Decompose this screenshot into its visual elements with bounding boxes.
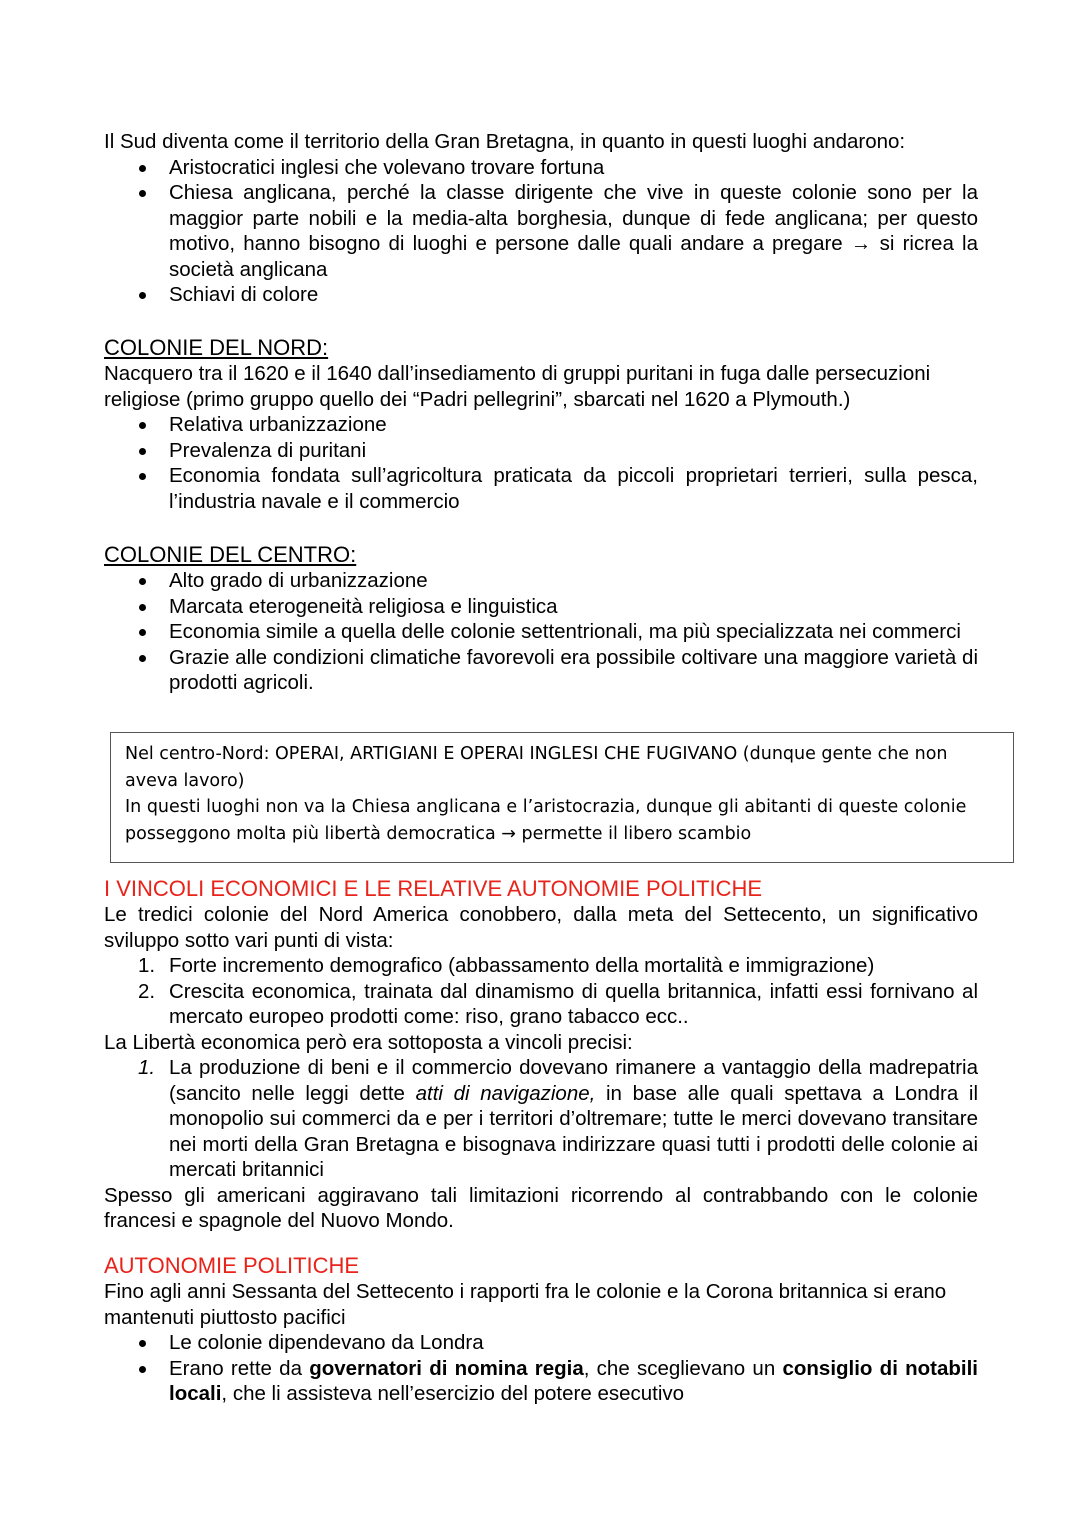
bullet-icon [139,629,146,636]
bullet-icon [139,292,146,299]
economic-section [104,876,978,1234]
constraint-list [104,1055,978,1183]
north-heading: COLONIE DEL NORD: [104,335,329,360]
bullet-icon [139,1366,146,1373]
list-item: Chiesa anglicana, perché la classe dirigente che vive in queste colonie sono per la maggior parte nobili e la media-alta borghesia, dunque di fede anglicana; per questo motivo, hanno bisogno di luoghi e persone dalle quali andare a pregare → si ricrea la società anglicana [104,180,978,282]
center-heading: COLONIE DEL CENTRO: [104,542,357,567]
intro-list [104,155,978,308]
list-item: 1. Forte incremento demografico (abbassamento della mortalità e immigrazione) [138,954,875,977]
list-item: Grazie alle condizioni climatiche favorevoli era possibile coltivare una maggiore varietà di prodotti agricoli. [104,645,978,696]
intro-section [104,129,978,308]
note-line-1: Nel centro-Nord: OPERAI, ARTIGIANI E OPERAI INGLESI CHE FUGIVANO (dunque gente che non aveva lavoro) [125,744,948,791]
list-item: Schiavi di colore [104,282,978,308]
political-list [104,1330,978,1407]
list-item: 2. Crescita economica, trainata dal dinamismo di quella britannica, infatti essi fornivano al mercato europeo prodotti come: riso, grano tabacco ecc.. [138,979,978,1028]
list-item: Le colonie dipendevano da Londra [104,1330,978,1356]
note-line-2: In questi luoghi non va la Chiesa anglicana e l’aristocrazia, dunque gli abitanti di queste colonie posseggono molta più libertà democratica → permette il libero scambio [125,797,967,844]
intro-text: Il Sud diventa come il territorio della Gran Bretagna, in quanto in questi luoghi andarono: [104,130,906,153]
note-box [110,732,1014,863]
political-section [104,1253,978,1407]
list-item: Marcata eterogeneità religiosa e linguistica [104,594,978,620]
north-section [104,335,978,514]
bullet-icon [139,473,146,480]
economic-text-3: Spesso gli americani aggiravano tali limitazioni ricorrendo al contrabbando con le colonie francesi e spagnole del Nuovo Mondo. [104,1183,978,1232]
list-item: Aristocratici inglesi che volevano trovare fortuna [104,155,978,181]
list-item: Prevalenza di puritani [104,438,978,464]
economic-text: Le tredici colonie del Nord America conobbero, dalla meta del Settecento, un significativo sviluppo sotto vari punti di vista: [104,903,978,952]
list-item: Economia simile a quella delle colonie settentrionali, ma più specializzata nei commerci [104,619,978,645]
political-text: Fino agli anni Sessanta del Settecento i rapporti fra le colonie e la Corona britannica si erano mantenuti piuttosto pacifici [104,1280,947,1329]
economic-numbered-list [104,953,978,1030]
list-item: Alto grado di urbanizzazione [104,568,978,594]
bullet-icon [139,190,146,197]
north-text: Nacquero tra il 1620 e il 1640 dall’insediamento di gruppi puritani in fuga dalle persecuzioni religiose (primo gruppo quello dei “Padri pellegrini”, sbarcati nel 1620 a Plymouth.) [104,362,931,411]
north-list [104,412,978,514]
bullet-icon [139,1340,146,1347]
bullet-icon [139,165,146,172]
list-item: Economia fondata sull’agricoltura praticata da piccoli proprietari terrieri, sulla pesca, l’industria navale e il commercio [104,463,978,514]
center-list [104,568,978,696]
bullet-icon [139,578,146,585]
bullet-icon [139,655,146,662]
bullet-icon [139,604,146,611]
economic-heading: I VINCOLI ECONOMICI E LE RELATIVE AUTONOMIE POLITICHE [104,876,763,901]
list-item: Erano rette da governatori di nomina regia, che sceglievano un consiglio di notabili locali, che li assisteva nell’esercizio del potere esecutivo [104,1356,978,1407]
economic-text-2: La Libertà economica però era sottoposta a vincoli precisi: [104,1030,633,1054]
bullet-icon [139,422,146,429]
political-heading: AUTONOMIE POLITICHE [104,1253,360,1278]
list-item: 1. La produzione di beni e il commercio dovevano rimanere a vantaggio della madrepatria (sancito nelle leggi dette atti di navigazione, in base alle quali spettava a Londra il monopolio sui commerci da e per i territori d’oltremare; tutte le merci dovevano transitare nei morti della Gran Bretagna e bisognava indirizzare quasi tutti i prodotti delle colonie ai mercati britannici [138,1056,978,1181]
center-section [104,542,978,696]
list-item: Relativa urbanizzazione [104,412,978,438]
bullet-icon [139,448,146,455]
